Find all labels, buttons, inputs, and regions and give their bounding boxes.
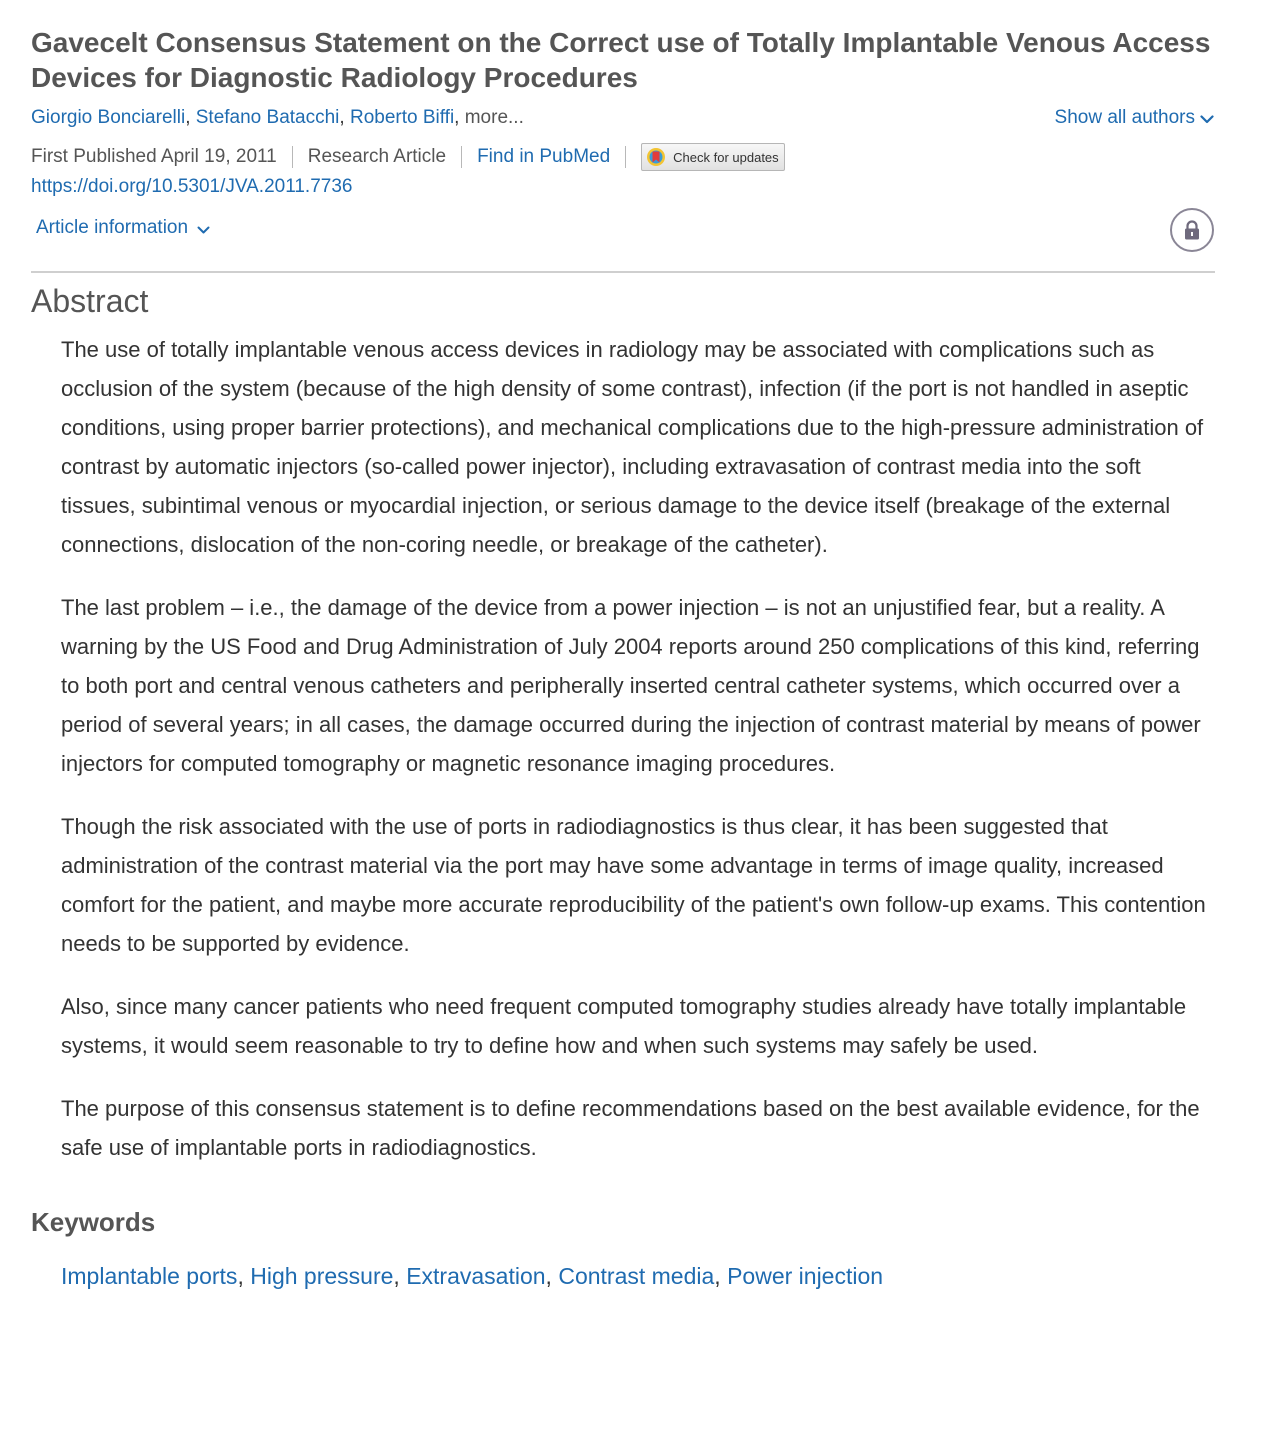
abstract-body xyxy=(61,330,1213,1167)
article-title: Gavecelt Consensus Statement on the Correct use of Totally Implantable Venous Access Devices for Diagnostic Radiology Procedures xyxy=(31,27,1211,93)
author-link[interactable]: Giorgio Bonciarelli xyxy=(31,107,186,128)
chevron-down-icon xyxy=(1200,115,1214,124)
authors-row xyxy=(31,104,1215,132)
keywords-heading: Keywords xyxy=(31,1207,156,1237)
author-separator: , xyxy=(339,107,350,128)
keyword-separator: , xyxy=(714,1263,728,1289)
keyword-separator: , xyxy=(393,1263,407,1289)
meta-divider xyxy=(292,146,293,168)
check-for-updates-button[interactable] xyxy=(641,143,785,171)
abstract-paragraph: Also, since many cancer patients who need frequent computed tomography studies already have totally implantable systems, it would seem reasonable to try to define how and when such systems may safely be used. xyxy=(61,994,1187,1058)
keyword-link[interactable]: High pressure xyxy=(250,1263,394,1289)
access-lock-button[interactable] xyxy=(1170,208,1214,252)
crossmark-icon xyxy=(646,147,666,167)
check-for-updates-label: Check for updates xyxy=(673,149,779,165)
meta-divider xyxy=(461,146,462,168)
article-type: Research Article xyxy=(307,146,447,167)
article-information-label: Article information xyxy=(36,217,189,238)
keyword-link[interactable]: Extravasation xyxy=(406,1263,546,1289)
keyword-link[interactable]: Implantable ports xyxy=(61,1263,238,1289)
abstract-heading: Abstract xyxy=(31,283,149,319)
keyword-separator: , xyxy=(237,1263,251,1289)
abstract-paragraph: The use of totally implantable venous access devices in radiology may be associated with complications such as occlusion of the system (because of the high density of some contrast), infection (if the port is not handled in aseptic conditions, using proper barrier protections), and mechanical complications due to the high-pressure administration of contrast by automatic injectors (so-called power injector), including extravasation of contrast media into the soft tissues, subintimal venous or myocardial injection, or serious damage to the device itself (breakage of the external connections, dislocation of the non-coring needle, or breakage of the catheter). xyxy=(61,337,1204,557)
abstract-paragraph: The last problem – i.e., the damage of the device from a power injection – is not an unjustified fear, but a reality. A warning by the US Food and Drug Administration of July 2004 reports around 250 complications of this kind, referring to both port and central venous catheters and peripherally inserted central catheter systems, which occurred over a period of several years; in all cases, the damage occurred during the injection of contrast material by means of power injectors for computed tomography or magnetic resonance imaging procedures. xyxy=(61,595,1201,776)
first-published-date: First Published April 19, 2011 xyxy=(31,146,277,167)
abstract-paragraph: The purpose of this consensus statement is to define recommendations based on the best available evidence, for the safe use of implantable ports in radiodiagnostics. xyxy=(61,1096,1200,1160)
find-in-pubmed-link[interactable]: Find in PubMed xyxy=(477,146,611,167)
keywords-list xyxy=(61,1261,1215,1291)
article-information-toggle[interactable] xyxy=(36,217,210,239)
lock-icon xyxy=(1183,220,1201,240)
keyword-link[interactable]: Power injection xyxy=(727,1263,884,1289)
more-authors-link[interactable]: more... xyxy=(464,107,524,128)
show-all-authors-label: Show all authors xyxy=(1054,107,1195,128)
keyword-separator: , xyxy=(545,1263,559,1289)
meta-divider xyxy=(625,146,626,168)
doi-link[interactable]: https://doi.org/10.5301/JVA.2011.7736 xyxy=(31,176,353,197)
author-separator: , xyxy=(454,107,465,128)
publication-meta xyxy=(31,142,1215,172)
section-divider xyxy=(31,271,1215,273)
abstract-paragraph: Though the risk associated with the use of ports in radiodiagnostics is thus clear, it has been suggested that administration of the contrast material via the port may have some advantage in terms of image quality, increased comfort for the patient, and maybe more accurate reproducibility of the patient's own follow-up exams. This contention needs to be supported by evidence. xyxy=(61,814,1206,956)
author-link[interactable]: Roberto Biffi xyxy=(349,107,455,128)
article-info-row xyxy=(31,200,1215,260)
chevron-down-icon xyxy=(197,226,210,234)
author-separator: , xyxy=(185,107,196,128)
show-all-authors-button[interactable] xyxy=(1055,104,1214,132)
article-page xyxy=(31,0,1215,1291)
author-link[interactable]: Stefano Batacchi xyxy=(195,107,340,128)
keyword-link[interactable]: Contrast media xyxy=(558,1263,715,1289)
